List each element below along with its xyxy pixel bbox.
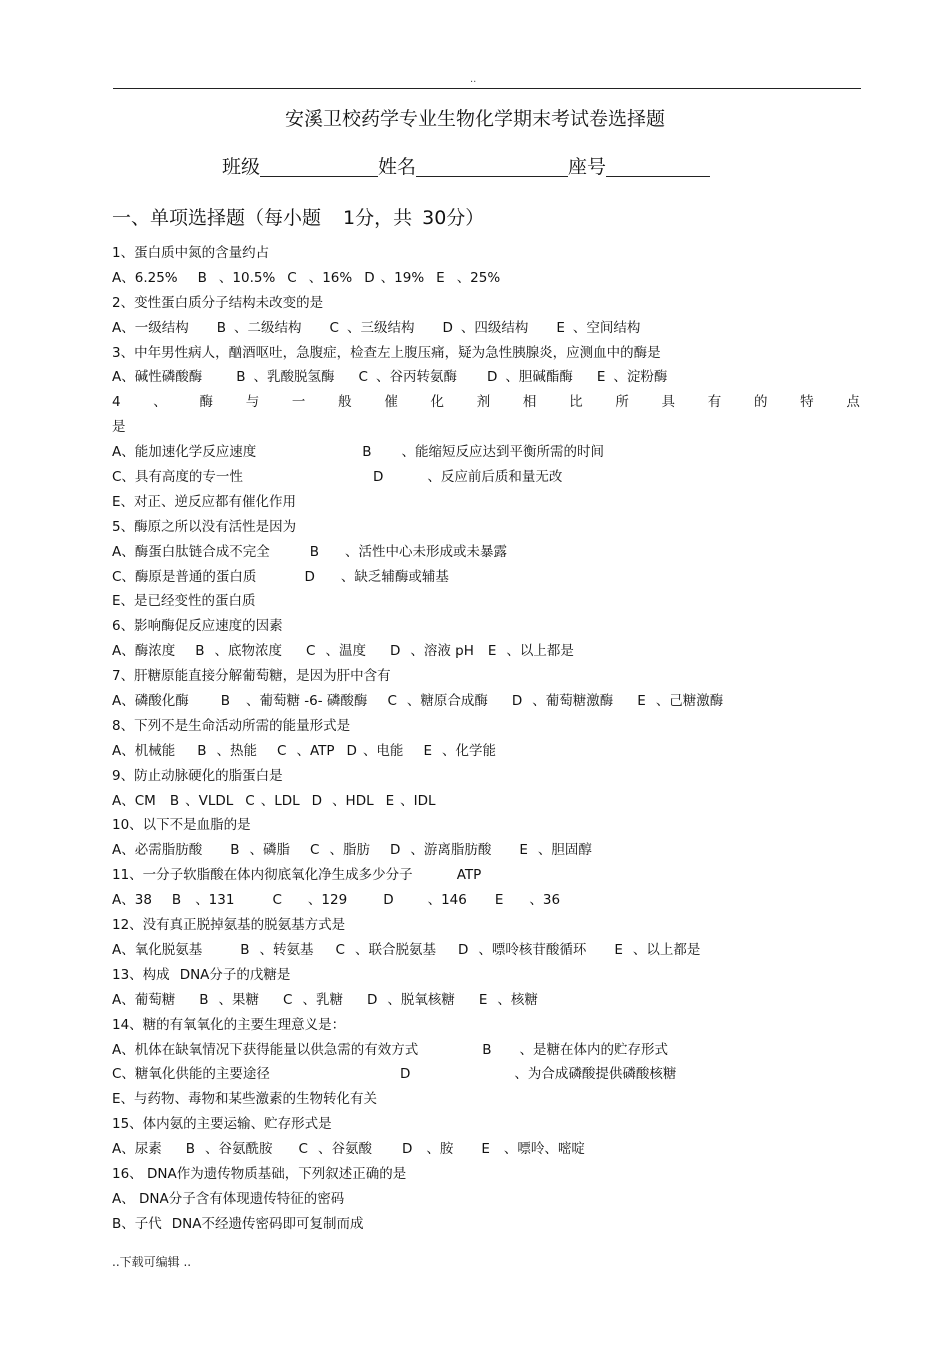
line-11 [112,490,862,515]
name-label: 姓名 [378,156,417,178]
text: C、糖氧化供能的主要途径 [112,1066,270,1083]
text: E [556,319,565,336]
text: 、温度 [325,643,366,660]
text: 、脱氧核糖 [387,991,455,1008]
text: 、己糖激酶 [655,693,724,710]
line-16 [112,614,862,639]
text: 、四级结构 [460,319,529,336]
seat-blank[interactable] [606,156,710,177]
text: B [216,319,227,336]
line-25 [112,838,862,863]
text: 、反应前后质和量无改 [427,469,563,486]
text: 所 [615,394,629,411]
text: 、核糖 [497,991,538,1008]
text: 、转氨基 [259,941,314,958]
text: A、氧化脱氨基 [112,941,203,958]
text: 、VLDL [185,792,234,809]
text: D [311,792,323,809]
text: C [287,269,297,286]
text: 化 [430,394,445,411]
text: C、酶原是普通的蛋白质 [112,568,257,585]
line-23 [112,789,862,814]
text: B [197,742,207,759]
text: 剂 [476,394,491,411]
line-7 [112,390,860,415]
text: 、为合成磷酸提供磷酸核糖 [514,1066,677,1083]
text: A、 DNA分子含有体现遗传特征的密码 [112,1190,345,1207]
text: D [364,269,375,286]
text: 、HDL [332,792,374,809]
text: 10、以下不是血脂的是 [112,817,251,834]
line-14 [112,565,862,590]
text: 特 [800,394,814,411]
class-label: 班级 [222,156,261,178]
line-9 [112,440,862,465]
line-36 [112,1112,862,1137]
text: 点 [846,394,860,411]
text: E [494,892,504,909]
text: 、游离脂肪酸 [410,842,492,859]
text: E [478,991,488,1008]
question-list [112,241,862,1237]
text: D [372,469,384,486]
text: 、乳糖 [302,991,343,1008]
text: 有 [707,394,722,411]
text: D [486,369,498,386]
text: 、129 [307,892,348,909]
text: C [277,742,287,759]
text: 催 [384,394,398,411]
name-blank[interactable] [416,156,568,177]
line-17 [112,639,862,664]
text: E [637,693,646,710]
class-blank[interactable] [260,156,378,177]
text: 、磷脂 [249,842,291,859]
line-31 [112,988,862,1013]
student-info-fields [222,152,710,179]
line-30 [112,963,862,988]
line-24 [112,813,862,838]
text: A、酶浓度 [112,643,176,660]
text: 、乳酸脱氢酶 [253,369,335,386]
text: C [283,991,293,1008]
text: D [401,1141,413,1158]
text: 3、中年男性病人，酗酒呕吐，急腹症，检查左上腹压痛，疑为急性胰腺炎，应测血中的酶是 [112,344,661,361]
text: 、脂肪 [329,842,370,859]
text: A、酶蛋白肽链合成不完全 [112,543,270,560]
text: 、胆碱酯酶 [505,369,573,386]
line-4 [112,316,862,341]
text: B [309,543,320,560]
line-34 [112,1062,862,1087]
text: E、与药物、毒物和某些激素的生物转化有关 [112,1091,378,1108]
section-heading [112,203,484,230]
text: 、底物浓度 [214,643,283,660]
text: E [385,792,395,809]
text: 13、构成 [112,966,170,983]
text: 、16% [308,269,353,286]
text: 5、酶原之所以没有活性是因为 [112,518,297,535]
text: A、碱性磷酸酶 [112,369,203,386]
text: 、ATP [296,742,335,759]
line-6 [112,365,862,390]
text: 、LDL [260,792,300,809]
text: DNA不经遗传密码即可复制而成 [171,1215,364,1232]
text: 、IDL [400,792,436,809]
text: E [614,941,623,958]
section-total: 30分） [422,207,485,229]
text: A、机体在缺氧情况下获得能量以供急需的有效方式 [112,1041,419,1058]
text: D [304,568,315,585]
line-19 [112,689,862,714]
header-mark: .. [470,74,477,85]
text: B [197,269,207,286]
text: 、葡萄糖激酶 [532,693,614,710]
text: 酶 [199,394,213,411]
line-13 [112,540,862,565]
text: B [482,1041,492,1058]
line-26 [112,863,862,888]
line-2 [112,266,862,291]
footer-note: ..下载可编辑 .. [112,1255,192,1269]
text: E、是已经变性的蛋白质 [112,593,256,610]
text: D [346,742,357,759]
text: D [383,892,394,909]
text: 、溶液 pH [410,643,474,660]
text: ATP [456,867,482,884]
text: D [389,643,401,660]
text: 、嘌呤、嘧啶 [503,1141,585,1158]
text: 、谷氨酰胺 [205,1141,273,1158]
line-3 [112,291,862,316]
text: 6、影响酶促反应速度的因素 [112,618,283,635]
text: A、磷酸化酶 [112,693,189,710]
text: 具 [661,394,676,411]
text: A、38 [112,892,152,909]
text: E [423,742,432,759]
text: C [329,319,339,336]
text: 、131 [195,892,235,909]
header-rule [113,88,861,89]
text: 、谷丙转氨酶 [375,369,457,386]
text: C [245,792,255,809]
text: D [366,991,378,1008]
line-38 [112,1162,862,1187]
text: E [519,842,528,859]
text: A、必需脂肪酸 [112,842,203,859]
text: 9、防止动脉硬化的脂蛋白是 [112,767,283,784]
text: 、以上都是 [506,643,574,660]
text: E [436,269,445,286]
text: 、糖原合成酶 [406,693,488,710]
text: 、化学能 [441,742,496,759]
text: A、6.25% [112,269,178,286]
section-label: 一、单项选择题（每小题 [112,207,322,229]
line-21 [112,739,862,764]
line-27 [112,888,862,913]
line-29 [112,938,862,963]
line-18 [112,664,862,689]
text: A、一级结构 [112,319,189,336]
text: C、具有高度的专一性 [112,469,243,486]
text: 、146 [427,892,467,909]
text: B [230,842,240,859]
text: 、36 [529,892,561,909]
text: 、三级结构 [346,319,415,336]
line-5 [112,341,862,366]
text: 比 [569,394,583,411]
line-32 [112,1013,862,1038]
line-37 [112,1137,862,1162]
text: B [236,369,246,386]
text: C [358,369,368,386]
text: 12、没有真正脱掉氨基的脱氨基方式是 [112,917,346,934]
text: B [240,941,250,958]
text: 、电能 [362,742,404,759]
text: 、活性中心未形成或未暴露 [345,543,508,560]
text: 是 [112,419,126,436]
text: B [169,792,180,809]
line-22 [112,764,862,789]
text: D [511,693,523,710]
line-20 [112,714,862,739]
section-points: 1分，共 [343,207,413,229]
text: DNA分子的戊糖是 [179,966,291,983]
text: 、是糖在体内的贮存形式 [519,1041,669,1058]
text: D [389,842,401,859]
text: 1、蛋白质中氮的含量约占 [112,245,270,261]
text: 与 [245,394,260,411]
text: E [481,1141,490,1158]
text: 11、一分子软脂酸在体内彻底氧化净生成多少分子 [112,867,413,884]
text: C [310,842,320,859]
text: A、CM [112,792,156,809]
text: 4 [112,394,121,411]
line-39 [112,1187,862,1212]
text: 的 [753,394,768,411]
text: 15、体内氨的主要运输、贮存形式是 [112,1116,332,1133]
text: A、机械能 [112,742,176,759]
line-8 [112,415,862,440]
text: 、二级结构 [234,319,302,336]
text: 、 [153,394,167,411]
text: A、尿素 [112,1141,162,1158]
line-12 [112,515,862,540]
text: 14、糖的有氧氧化的主要生理意义是： [112,1016,346,1033]
text: 相 [522,394,537,411]
text: B、子代 [112,1215,162,1232]
line-35 [112,1087,862,1112]
page-title: 安溪卫校药学专业生物化学期末考试卷选择题 [284,108,665,130]
line-15 [112,589,862,614]
text: 、嘌呤核苷酸循环 [478,941,587,958]
text: B [220,693,231,710]
text: 、10.5% [218,269,276,286]
text: D [442,319,453,336]
text: B [362,444,372,461]
text: B [171,892,182,909]
text: D [457,941,469,958]
text: 、能缩短反应达到平衡所需的时间 [401,444,605,461]
text: 、25% [456,269,501,286]
text: 、胆固醇 [537,842,592,859]
text: B [199,991,209,1008]
text: 、热能 [216,742,258,759]
text: C [335,941,345,958]
line-10 [112,465,862,490]
text: 、果糖 [218,991,260,1008]
text: 7、肝糖原能直接分解葡萄糖，是因为肝中含有 [112,668,391,685]
text: D [399,1066,411,1083]
text: 、淀粉酶 [613,369,668,386]
text: C [298,1141,308,1158]
text: 、谷氨酸 [317,1141,372,1158]
line-28 [112,913,862,938]
text: 般 [338,394,352,411]
line-33 [112,1038,862,1063]
text: 、空间结构 [572,319,641,336]
text: E [487,643,497,660]
text: 、19% [380,269,425,286]
line-40 [112,1212,862,1237]
text: 16、 DNA作为遗传物质基础，下列叙述正确的是 [112,1165,407,1182]
text: 2、变性蛋白质分子结构未改变的是 [112,294,324,311]
text: 、联合脱氨基 [354,941,436,958]
text: 一 [291,394,306,411]
line-1 [112,241,862,266]
text: E、对正、逆反应都有催化作用 [112,493,297,510]
text: B [195,643,205,660]
text: 、缺乏辅酶或辅基 [340,568,449,585]
text: C [306,643,316,660]
text: C [272,892,282,909]
text: B [185,1141,196,1158]
text: A、能加速化学反应速度 [112,444,257,461]
text: C [387,693,397,710]
seat-label: 座号 [568,156,607,178]
text: 8、下列不是生命活动所需的能量形式是 [112,717,351,734]
text: 、胺 [426,1141,454,1158]
text: E [596,369,606,386]
text: 、以上都是 [632,941,701,958]
text: 、葡萄糖 -6- 磷酸酶 [246,693,368,710]
text: A、葡萄糖 [112,991,176,1008]
